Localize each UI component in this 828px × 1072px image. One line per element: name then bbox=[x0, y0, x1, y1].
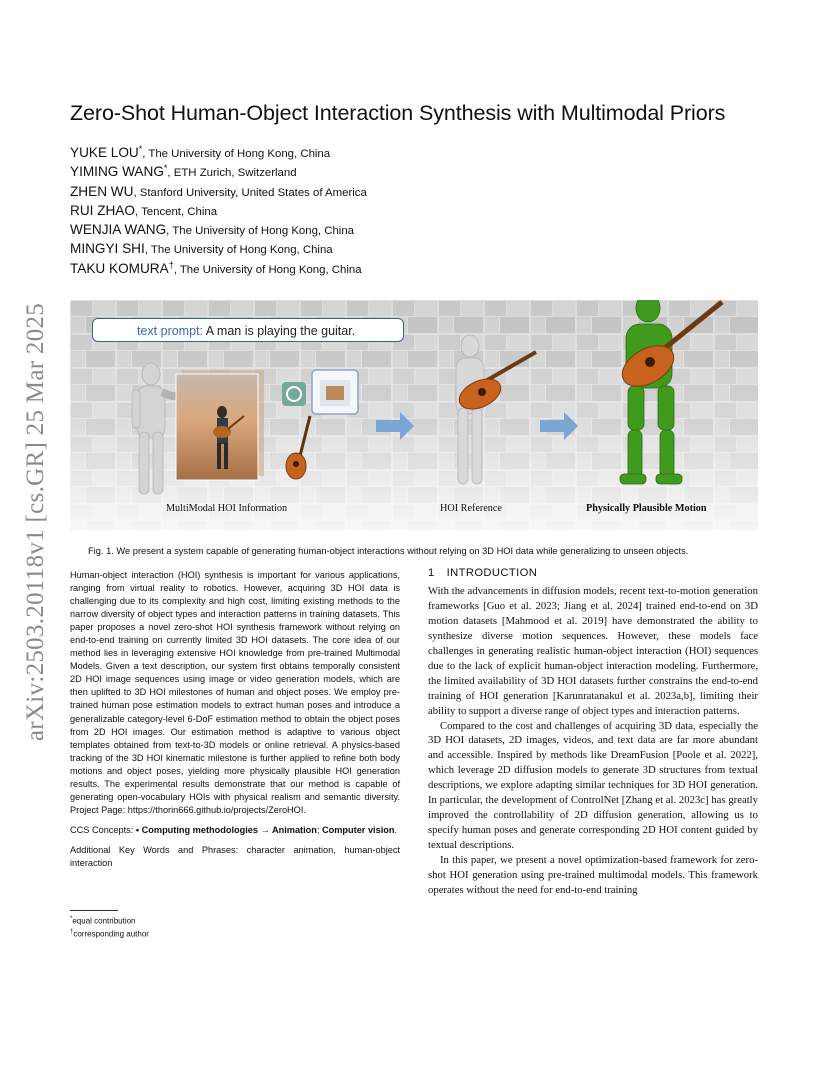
author-affiliation: , Tencent, China bbox=[134, 205, 218, 218]
stage-label-hoi-reference: HOI Reference bbox=[440, 503, 502, 514]
footnote-text: corresponding author bbox=[73, 929, 149, 939]
section-heading bbox=[428, 566, 758, 581]
author-name: RUI ZHAO bbox=[70, 202, 135, 218]
author-entry bbox=[70, 159, 490, 178]
author-affiliation: , ETH Zurich, Switzerland bbox=[167, 167, 297, 180]
author-entry bbox=[70, 256, 490, 275]
abstract: Human-object interaction (HOI) synthesis is important for various applications, ranging from virtual reality to robotics. However, acquiring 3D HOI data is challenging due to its complexity and high cost, limiting existing methods to the narrow diversity of object types and interaction patterns in training datasets. This paper proposes a novel zero-shot HOI synthesis framework without relying on end-to-end training on currently limited 3D HOI datasets. The core idea of our method lies in leveraging extensive HOI knowledge from pre-trained Multimodal Models. Given a text description, our system first obtains temporally consistent 2D HOI image sequences using image or video generation models, which are then uplifted to 3D HOI milestones of human and object poses. We employ pre-trained human pose estimation models to extract human poses and introduce a generalizable category-level 6-DoF estimation method to obtain the object poses from 2D HOI images. Our estimation method is adaptive to various object templates obtained from text-to-3D models or online retrieval. A physics-based tracking of the 3D HOI kinematic milestone is further applied to refine both body motions and object poses, yielding more physically plausible HOI generation results. The experimental results demonstrate that our method is capable of generating open-vocabulary HOIs with physical realism and semantic diversity. Project Page: https://thorin666.github.io/projects/ZeroHOI. bbox=[70, 570, 400, 815]
ccs-concept-animation: Computing methodologies → Animation bbox=[141, 824, 317, 835]
intro-paragraph: Compared to the cost and challenges of acquiring 3D data, especially the 3D HOI datasets, 2D images, videos, and text data are far more abundant and accessible. Inspired by methods like DreamFusion [Poole et al. 2022], which leverage 2D diffusion models to generate 3D structures from textual descriptions, we explore adapting similar techniques for 3D HOI generation. In particular, the development of ControlNet [Zhang et al. 2023c] has greatly improved the controllability of 2D diffusion generation, allowing us to specify human poses and generate corresponding 2D HOI content guided by textual descriptions. bbox=[428, 719, 758, 852]
author-entry bbox=[70, 140, 490, 159]
intro-paragraph: In this paper, we present a novel optimization-based framework for zero-shot HOI generation using pre-trained multimodal models. This framework operates without the need for end-to-end training bbox=[428, 854, 758, 897]
author-entry bbox=[70, 198, 490, 217]
author-name: YUKE LOU bbox=[70, 145, 139, 160]
text-prompt-bubble bbox=[92, 318, 404, 342]
author-affiliation: , The University of Hong Kong, China bbox=[144, 244, 333, 257]
author-name: ZHEN WU bbox=[70, 183, 134, 199]
prompt-keyword: text prompt: bbox=[137, 324, 203, 338]
author-affiliation: , The University of Hong Kong, China bbox=[173, 263, 362, 276]
prompt-text: A man is playing the guitar. bbox=[203, 324, 356, 338]
author-mark: † bbox=[168, 259, 174, 270]
author-name: WENJIA WANG bbox=[70, 222, 167, 238]
author-entry bbox=[70, 217, 490, 236]
author-list bbox=[70, 140, 490, 275]
arxiv-identifier bbox=[16, 284, 56, 759]
footnote-corresponding-author bbox=[70, 927, 400, 940]
footnote-mark: † bbox=[70, 929, 74, 936]
author-entry bbox=[70, 236, 490, 255]
author-mark: * bbox=[163, 163, 168, 174]
author-affiliation: , The University of Hong Kong, China bbox=[142, 148, 331, 160]
arxiv-identifier-text: arXiv:2503.20118v1 [cs.GR] 25 Mar 2025 bbox=[22, 302, 50, 741]
ccs-concept-vision: Computer vision bbox=[322, 824, 395, 835]
ccs-end: . bbox=[394, 824, 398, 835]
ccs-bullet: • bbox=[135, 824, 142, 835]
footnote-equal-contribution bbox=[70, 914, 400, 927]
footnote-rule bbox=[70, 910, 118, 911]
left-column bbox=[70, 569, 400, 870]
author-name: TAKU KOMURA bbox=[70, 260, 169, 276]
author-entry bbox=[70, 179, 490, 198]
section-number: 1 bbox=[428, 567, 435, 579]
author-name: YIMING WANG bbox=[70, 164, 164, 180]
keywords: Additional Key Words and Phrases: character animation, human-object interaction bbox=[70, 844, 400, 868]
right-column bbox=[428, 566, 758, 898]
ccs-concepts bbox=[70, 824, 400, 837]
generated-hoi-image bbox=[176, 370, 264, 480]
footnote-mark: * bbox=[70, 916, 73, 922]
author-mark: * bbox=[138, 144, 143, 154]
author-affiliation: , Stanford University, United States of America bbox=[133, 186, 367, 199]
stage-label-multimodal: MultiModal HOI Information bbox=[166, 503, 288, 514]
ccs-separator: ; bbox=[316, 824, 322, 835]
search-window-thumbnail bbox=[312, 370, 358, 414]
chatgpt-icon bbox=[282, 382, 306, 406]
author-name: MINGYI SHI bbox=[70, 241, 145, 257]
author-affiliation: , The University of Hong Kong, China bbox=[166, 225, 355, 238]
section-title: INTRODUCTION bbox=[446, 567, 538, 579]
ccs-prefix: CCS Concepts: bbox=[70, 824, 136, 835]
footnote-text: equal contribution bbox=[72, 916, 136, 926]
paper-title: Zero-Shot Human-Object Interaction Synthesis with Multimodal Priors bbox=[70, 101, 726, 125]
intro-paragraph: With the advancements in diffusion models, recent text-to-motion generation frameworks [Guo et al. 2023; Jiang et al. 2024] trained end-to-end on 3D motion datasets [Mahmood et al. 2019] have demonstrated the ability to synthesize diverse motion sequences. However, these models face challenges in generating realistic human-object interaction (HOI) sequences due to the lack of explicit human-object interaction modeling. Furthermore, the limited availability of 3D HOI datasets further constrains the end-to-end training of HOI generation [Karunratanakul et al. 2023a,b], limiting their ability to support a diverse range of object types and interaction patterns. bbox=[428, 584, 758, 717]
footnotes bbox=[70, 910, 400, 941]
stage-label-physical-motion: Physically Plausible Motion bbox=[586, 503, 707, 514]
figure-caption: Fig. 1. We present a system capable of generating human-object interactions without relying on 3D HOI data while generalizing to unseen objects. bbox=[88, 546, 689, 556]
